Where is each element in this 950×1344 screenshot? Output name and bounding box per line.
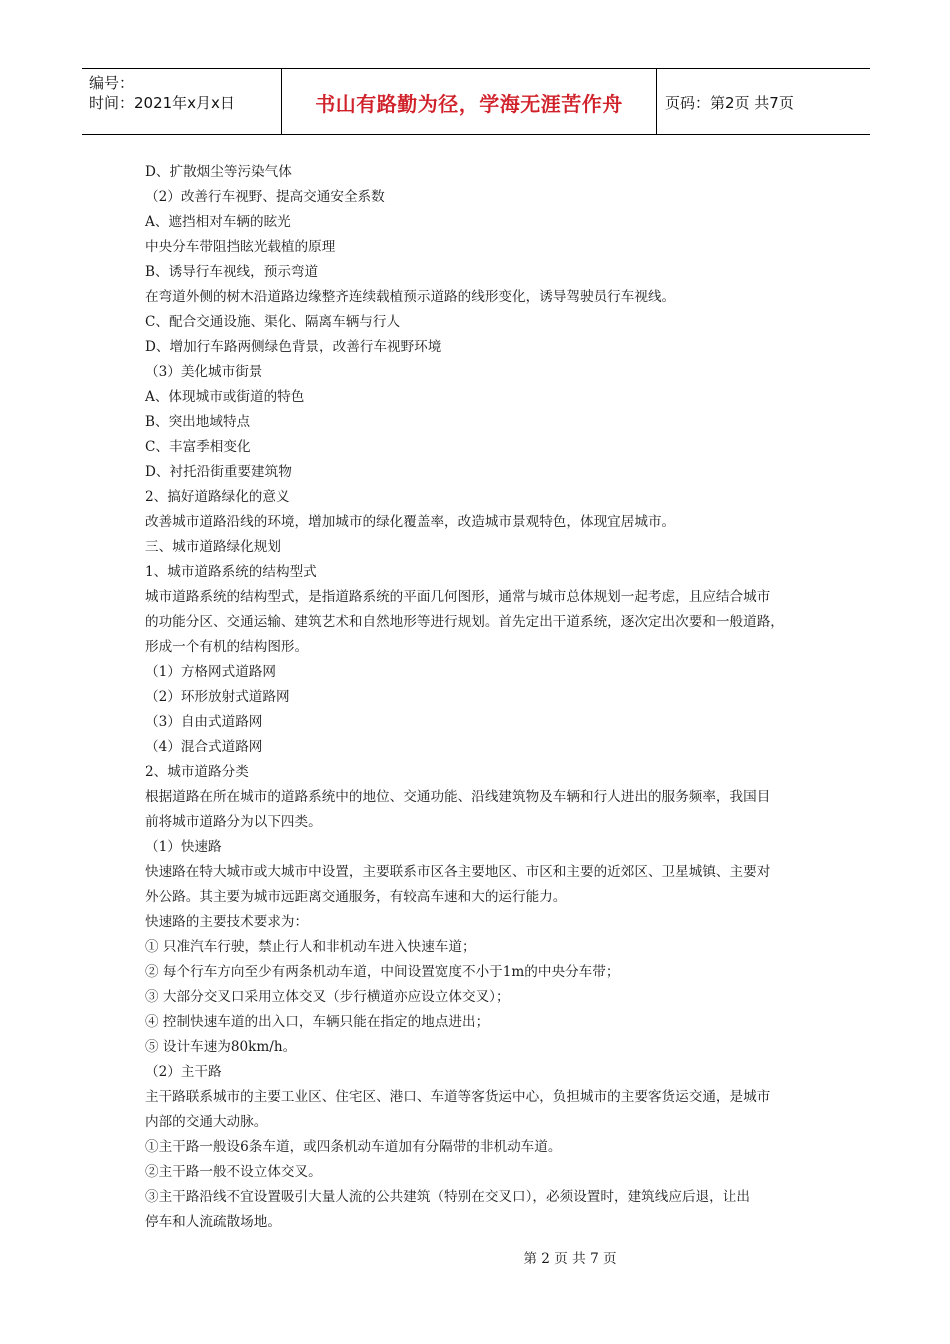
text-line: ③ 大部分交叉口采用立体交叉（步行横道亦应设立体交叉）； (145, 989, 510, 1005)
text-line: （3）美化城市街景 (145, 364, 263, 380)
text-line: （2）环形放射式道路网 (145, 689, 290, 705)
text-line: 三、城市道路绿化规划 (145, 539, 281, 555)
text-line: ②主干路一般不设立体交叉。 (145, 1164, 322, 1180)
text-line: （3）自由式道路网 (145, 714, 263, 730)
text-line: A、遮挡相对车辆的眩光 (145, 214, 291, 230)
text-line: ② 每个行车方向至少有两条机动车道，中间设置宽度不小于1m的中央分车带； (145, 964, 620, 980)
text-line: ①主干路一般设6条车道，或四条机动车道加有分隔带的非机动车道。 (145, 1139, 562, 1155)
text-line: 前将城市道路分为以下四类。 (145, 814, 322, 830)
text-line: 主干路联系城市的主要工业区、住宅区、港口、车道等客货运中心，负担城市的主要客货运交通，是城市 (145, 1089, 771, 1105)
text-line: C、丰富季相变化 (145, 439, 251, 455)
text-line: B、诱导行车视线，预示弯道 (145, 264, 319, 280)
text-line: C、配合交通设施、渠化、隔离车辆与行人 (145, 314, 401, 330)
text-line: 快速路在特大城市或大城市中设置，主要联系市区各主要地区、市区和主要的近郊区、卫星城镇、主要对 (145, 864, 771, 880)
header-meta (89, 73, 279, 113)
text-line: 根据道路在所在城市的道路系统中的地位、交通功能、沿线建筑物及车辆和行人进出的服务频率，我国目 (145, 789, 771, 805)
text-line: 2、城市道路分类 (145, 764, 249, 780)
text-line: 改善城市道路沿线的环境，增加城市的绿化覆盖率，改造城市景观特色，体现宜居城市。 (145, 514, 676, 530)
text-line: 形成一个有机的结构图形。 (145, 639, 309, 655)
text-line: （1）方格网式道路网 (145, 664, 276, 680)
text-line: 1、城市道路系统的结构型式 (145, 564, 317, 580)
text-line: 中央分车带阻挡眩光载植的原理 (145, 239, 336, 255)
text-line: B、突出地域特点 (145, 414, 251, 430)
text-line: D、衬托沿街重要建筑物 (145, 464, 292, 480)
text-line: 快速路的主要技术要求为： (145, 914, 309, 930)
text-line: ⑤ 设计车速为80km/h。 (145, 1039, 297, 1055)
text-line: 的功能分区、交通运输、建筑艺术和自然地形等进行规划。首先定出干道系统，逐次定出次要和一般道路， (145, 614, 784, 630)
text-line: D、扩散烟尘等污染气体 (145, 164, 292, 180)
text-line: 2、搞好道路绿化的意义 (145, 489, 290, 505)
text-line: 停车和人流疏散场地。 (145, 1214, 281, 1230)
text-line: ③主干路沿线不宜设置吸引大量人流的公共建筑（特别在交叉口），必须设置时，建筑线应后退，让出 (145, 1189, 750, 1205)
document-body (145, 160, 817, 1235)
time-label: 时间：2021年x月x日 (89, 94, 235, 112)
text-line: 外公路。其主要为城市远距离交通服务，有较高车速和大的运行能力。 (145, 889, 567, 905)
text-line: D、增加行车路两侧绿色背景，改善行车视野环境 (145, 339, 442, 355)
text-line: ① 只准汽车行驶，禁止行人和非机动车进入快速车道； (145, 939, 476, 955)
header-page-code: 页码：第2页 共7页 (665, 93, 794, 112)
page-footer: 第 2 页 共 7 页 (523, 1251, 617, 1267)
text-line: （1）快速路 (145, 839, 222, 855)
text-line: 城市道路系统的结构型式，是指道路系统的平面几何图形，通常与城市总体规划一起考虑，且应结合城市 (145, 589, 771, 605)
number-label: 编号： (89, 74, 135, 92)
text-line: （2）改善行车视野、提高交通安全系数 (145, 189, 385, 205)
text-line: 在弯道外侧的树木沿道路边缘整齐连续载植预示道路的线形变化，诱导驾驶员行车视线。 (145, 289, 676, 305)
text-line: （2）主干路 (145, 1064, 222, 1080)
page-header (82, 68, 870, 135)
text-line: A、体现城市或街道的特色 (145, 389, 305, 405)
text-line: （4）混合式道路网 (145, 739, 263, 755)
text-line: 内部的交通大动脉。 (145, 1114, 268, 1130)
header-motto: 书山有路勤为径，学海无涯苦作舟 (281, 69, 657, 135)
text-line: ④ 控制快速车道的出入口，车辆只能在指定的地点进出； (145, 1014, 490, 1030)
